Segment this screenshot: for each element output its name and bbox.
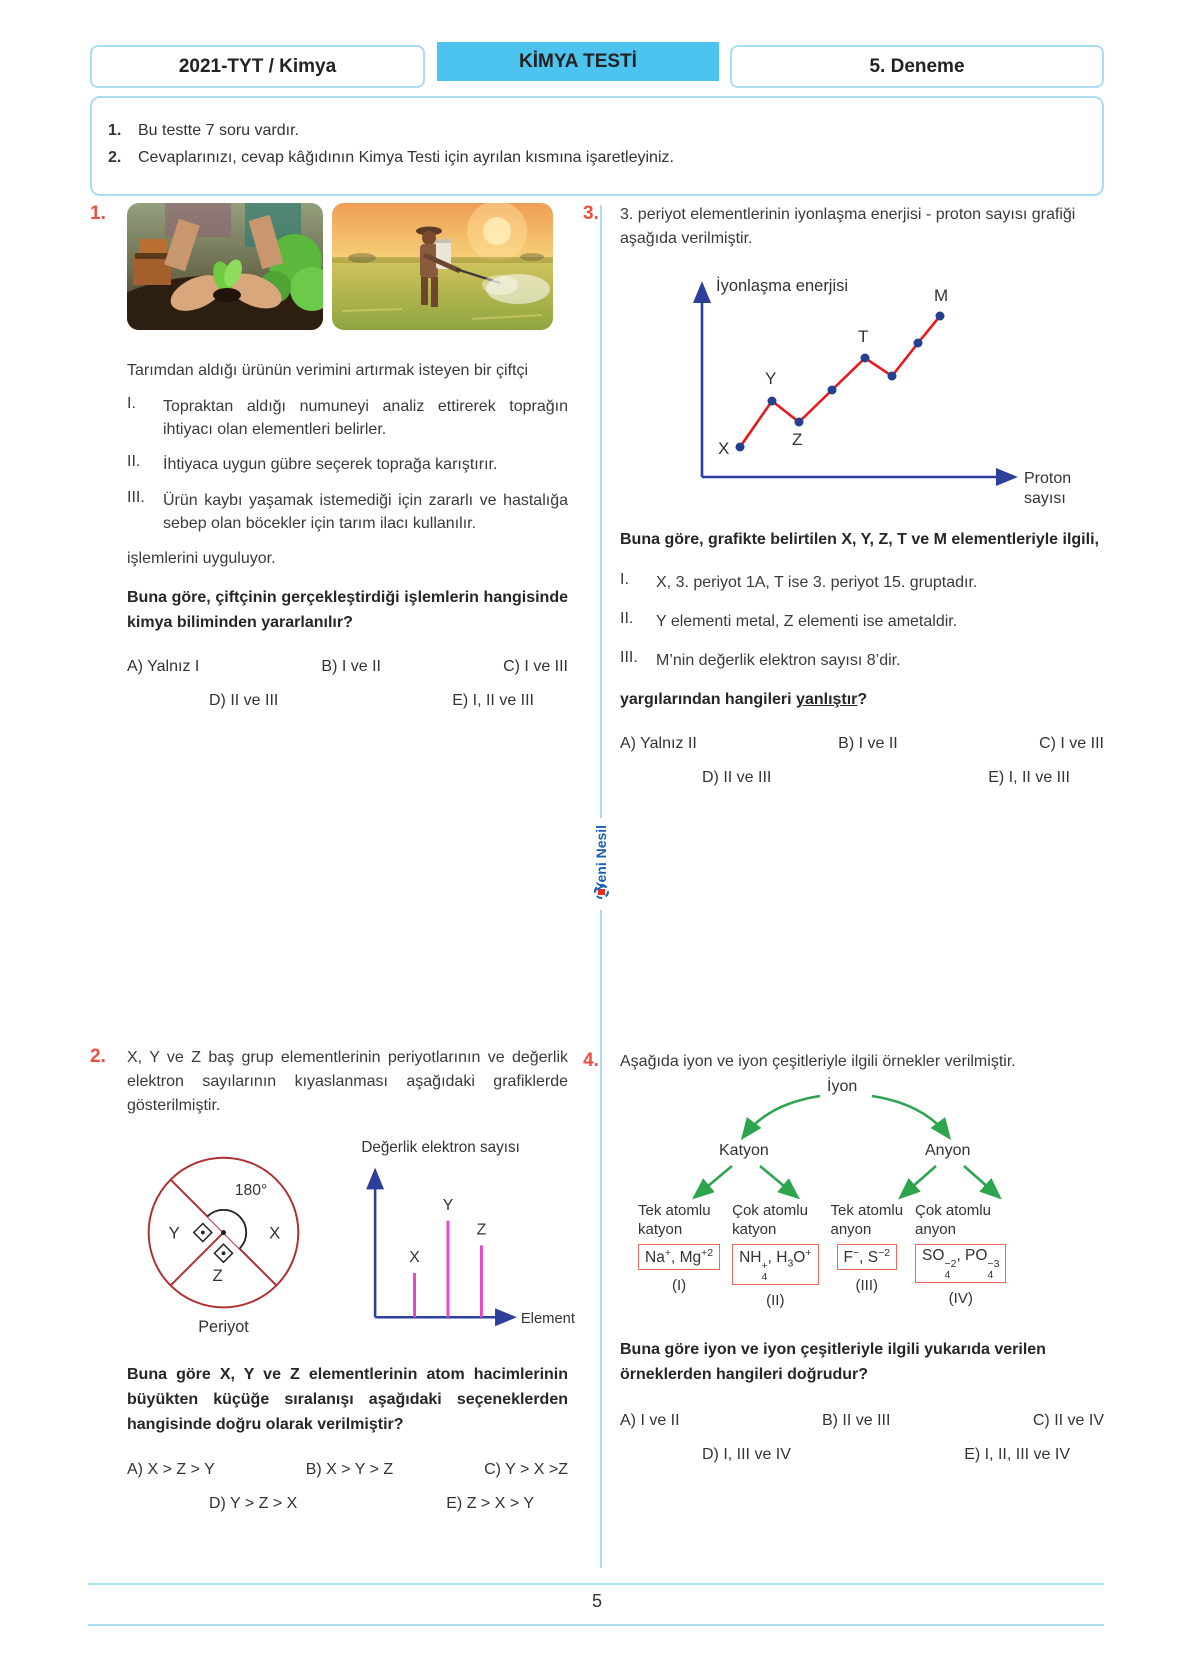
q3-item-3-numeral: III. bbox=[620, 649, 638, 667]
ion-leaf-2-title: Çok atomlu katyon bbox=[732, 1202, 808, 1238]
question-3-number: 3. bbox=[583, 203, 599, 224]
q3-item-1-text: X, 3. periyot 1A, T ise 3. periyot 15. gruptadır. bbox=[656, 573, 978, 591]
q3-option-b: B) I ve II bbox=[838, 735, 898, 753]
footer-bottom-line bbox=[88, 1624, 1104, 1626]
question-2 bbox=[90, 1046, 575, 1513]
q3-closing-underlined: yanlıştır bbox=[796, 691, 858, 709]
bar-label-y: Y bbox=[442, 1196, 454, 1214]
q3-stem: Buna göre, grafikte belirtilen X, Y, Z, T ve M elementleriyle ilgili, bbox=[620, 531, 1099, 548]
instruction-number: 1. bbox=[108, 122, 122, 139]
q2-stem: Buna göre X, Y ve Z elementlerinin atom hacimlerinin büyükten küçüğe sıralanışı aşağıdaki seçeneklerden hangisinde doğru olarak verilmiştir? bbox=[127, 1366, 568, 1433]
q3-roman-list bbox=[620, 571, 1104, 673]
question-4-number: 4. bbox=[583, 1050, 599, 1071]
ion-leaf-1-box: Na+, $Mg^{+2}$ bbox=[638, 1244, 720, 1270]
q1-item-3-text: Ürün kaybı yaşamak istemediği için zararlı ve hastalığa sebep olan böcekler için tarım ilacı kullanılır. bbox=[163, 491, 568, 532]
footer-top-line bbox=[88, 1583, 1104, 1585]
ionization-energy-graph bbox=[622, 259, 1102, 509]
q1-option-c: C) I ve III bbox=[503, 657, 568, 675]
point-label-x: X bbox=[718, 439, 730, 458]
planting-photo bbox=[127, 203, 323, 330]
period-pie-chart bbox=[149, 1158, 299, 1336]
q4-option-c: C) II ve IV bbox=[1032, 1411, 1104, 1429]
brand-logo bbox=[578, 818, 624, 910]
q2-option-a: A) X > Z > Y bbox=[127, 1461, 215, 1479]
ion-leaf-1-numeral: (I) bbox=[671, 1276, 687, 1294]
tree-katyon-label: Katyon bbox=[719, 1142, 769, 1159]
instruction-text: Cevaplarınızı, cevap kâğıdının Kimya Testi için ayrılan kısmına işaretleyiniz. bbox=[138, 149, 674, 166]
pie-label-y: Y bbox=[168, 1223, 180, 1243]
point-label-z: Z bbox=[792, 430, 803, 449]
header-course-box bbox=[90, 45, 425, 88]
q3-intro: 3. periyot elementlerinin iyonlaşma enerjisi - proton sayısı grafiği aşağıda verilmiştir. bbox=[620, 206, 1076, 247]
bar-chart-title: Değerlik elektron sayısı bbox=[361, 1138, 520, 1156]
q3-item-3-text: M’nin değerlik elektron sayısı 8’dir. bbox=[656, 652, 901, 670]
question-4 bbox=[583, 1050, 1104, 1464]
q3-closing bbox=[620, 688, 1104, 713]
q1-option-b: B) I ve II bbox=[321, 657, 381, 675]
point-label-t: T bbox=[858, 327, 869, 346]
ion-leaf-3-title: Tek atomlu anyon bbox=[830, 1202, 904, 1238]
q1-option-a: A) Yalnız I bbox=[127, 657, 200, 675]
q1-item-2-text: İhtiyaca uygun gübre seçerek toprağa karıştırır. bbox=[163, 456, 498, 474]
ion-leaf-3 bbox=[831, 1202, 904, 1309]
pie-label-z: Z bbox=[212, 1265, 223, 1285]
spraying-photo-art bbox=[332, 203, 553, 330]
valence-bar-chart bbox=[361, 1139, 575, 1327]
q2-option-c: C) Y > X >Z bbox=[484, 1461, 568, 1479]
ion-leaf-2 bbox=[732, 1202, 818, 1309]
header-course-label: 2021-TYT / Kimya bbox=[178, 55, 337, 77]
tree-anyon-label: Anyon bbox=[925, 1142, 971, 1159]
question-1-photos bbox=[127, 203, 568, 330]
ion-leaf-4 bbox=[915, 1202, 1006, 1309]
q4-options-row-1 bbox=[620, 1412, 1104, 1430]
y-axis-label: İyonlaşma enerjisi bbox=[716, 277, 849, 295]
header-test-title: KİMYA TESTİ bbox=[519, 50, 637, 72]
q1-options-row-1 bbox=[127, 658, 568, 676]
q4-options-row-2 bbox=[620, 1446, 1104, 1464]
instructions-box bbox=[90, 96, 1104, 196]
q2-options-row-1 bbox=[127, 1461, 568, 1479]
header-test-title-box bbox=[437, 42, 719, 81]
q3-item-2-text: Y elementi metal, Z elementi ise ametaldir. bbox=[656, 612, 958, 630]
pie-label-x: X bbox=[269, 1223, 281, 1243]
q1-item-1 bbox=[127, 395, 568, 441]
pie-caption: Periyot bbox=[198, 1318, 249, 1336]
q3-item-3 bbox=[620, 649, 1104, 672]
q1-option-e: E) I, II ve III bbox=[452, 691, 534, 709]
q3-option-d: D) II ve III bbox=[702, 769, 772, 787]
ion-leaf-1-title: Tek atomlu katyon bbox=[638, 1202, 711, 1238]
ion-leaf-row bbox=[638, 1202, 1006, 1309]
planting-photo-art bbox=[127, 203, 323, 330]
ion-leaf-1 bbox=[638, 1202, 720, 1309]
ion-tree-diagram bbox=[620, 1080, 1100, 1316]
q1-options-row-2 bbox=[127, 692, 568, 710]
q4-intro: Aşağıda iyon ve iyon çeşitleriyle ilgili örnekler verilmiştir. bbox=[620, 1053, 1016, 1070]
tree-root-label: İyon bbox=[827, 1078, 858, 1095]
q1-intro: Tarımdan aldığı ürünün verimini artırmak isteyen bir çiftçi bbox=[127, 362, 529, 379]
x-axis-label-line2: sayısı bbox=[1024, 490, 1066, 507]
pie-angle-label: 180° bbox=[234, 1182, 268, 1200]
q1-stem: Buna göre, çiftçinin gerçekleştirdiği işlemlerin hangisinde kimya biliminden yararlanılır? bbox=[127, 588, 568, 631]
instruction-number: 2. bbox=[108, 149, 122, 166]
q3-closing-suffix: ? bbox=[857, 691, 868, 709]
q1-item-2-numeral: II. bbox=[127, 453, 141, 471]
q3-options-row-1 bbox=[620, 735, 1104, 753]
period-pie-and-valence-bar-charts bbox=[127, 1130, 575, 1342]
q4-option-e: E) I, II, III ve IV bbox=[964, 1445, 1070, 1463]
q3-item-1 bbox=[620, 571, 1104, 594]
bar-label-z: Z bbox=[476, 1221, 487, 1239]
header-exam-box bbox=[730, 45, 1104, 88]
point-label-m: M bbox=[934, 286, 949, 305]
question-1 bbox=[90, 203, 568, 710]
instruction-item bbox=[108, 149, 1102, 167]
q2-intro: X, Y ve Z baş grup elementlerinin periyotlarının ve değerlik elektron sayılarının kıyaslanması aşağıdaki grafiklerde gösterilmiştir. bbox=[127, 1049, 568, 1114]
question-1-number: 1. bbox=[90, 203, 106, 224]
ion-leaf-4-title: Çok atomlu anyon bbox=[915, 1202, 991, 1238]
q3-option-e: E) I, II ve III bbox=[988, 769, 1070, 787]
page-number: 5 bbox=[591, 1591, 602, 1611]
q3-closing-prefix: yargılarından hangileri bbox=[620, 691, 797, 709]
q3-options-row-2 bbox=[620, 769, 1104, 787]
q4-option-d: D) I, III ve IV bbox=[702, 1445, 791, 1463]
q2-option-e: E) Z > X > Y bbox=[446, 1495, 534, 1513]
q3-item-2 bbox=[620, 610, 1104, 633]
brand-name: Yeni Nesil bbox=[593, 824, 609, 892]
q3-option-a: A) Yalnız II bbox=[620, 735, 697, 753]
question-2-number: 2. bbox=[90, 1046, 106, 1067]
q1-item-3-numeral: III. bbox=[127, 488, 145, 506]
q4-option-a: A) I ve II bbox=[620, 1411, 680, 1429]
instruction-text: Bu testte 7 soru vardır. bbox=[138, 122, 299, 139]
instruction-item bbox=[108, 122, 1102, 140]
q4-option-b: B) II ve III bbox=[821, 1411, 891, 1429]
point-label-y: Y bbox=[765, 369, 777, 388]
q3-item-1-numeral: I. bbox=[620, 570, 629, 588]
q1-roman-list bbox=[127, 395, 568, 535]
q1-item-2 bbox=[127, 453, 568, 476]
q1-outro: işlemlerini uyguluyor. bbox=[127, 549, 276, 567]
question-3 bbox=[583, 203, 1104, 787]
bar-x-axis-label: Element bbox=[520, 1311, 575, 1328]
spraying-photo bbox=[332, 203, 553, 330]
q1-item-3 bbox=[127, 489, 568, 535]
ion-leaf-3-box: F−, $S^{-2}$ bbox=[837, 1244, 898, 1270]
q3-option-c: C) I ve III bbox=[1039, 735, 1104, 753]
q1-option-d: D) II ve III bbox=[209, 691, 279, 709]
q2-option-d: D) Y > Z > X bbox=[209, 1495, 298, 1513]
ion-leaf-4-numeral: (IV) bbox=[948, 1290, 973, 1308]
x-axis-label-line1: Proton bbox=[1024, 470, 1072, 487]
bar-label-x: X bbox=[409, 1249, 420, 1267]
q2-option-b: B) X > Y > Z bbox=[305, 1461, 394, 1479]
q1-item-1-text: Topraktan aldığı numuneyi analiz ettirerek toprağın ihtiyacı olan elementleri belirler. bbox=[163, 398, 568, 439]
header-exam-label: 5. Deneme bbox=[869, 55, 965, 77]
ion-leaf-3-numeral: (III) bbox=[855, 1276, 879, 1294]
q2-options-row-2 bbox=[127, 1495, 568, 1513]
q4-stem: Buna göre iyon ve iyon çeşitleriyle ilgili yukarıda verilen örneklerden hangileri doğrudur? bbox=[620, 1341, 1046, 1383]
q3-item-2-numeral: II. bbox=[620, 609, 634, 627]
ion-leaf-2-numeral: (II) bbox=[766, 1292, 785, 1310]
ion-leaf-4-box: SO −2 4 , PO −3 4 bbox=[915, 1244, 1006, 1284]
ion-leaf-2-box: NH + 4 , $H_3O^+$ bbox=[732, 1244, 818, 1286]
q1-item-1-numeral: I. bbox=[127, 395, 136, 412]
